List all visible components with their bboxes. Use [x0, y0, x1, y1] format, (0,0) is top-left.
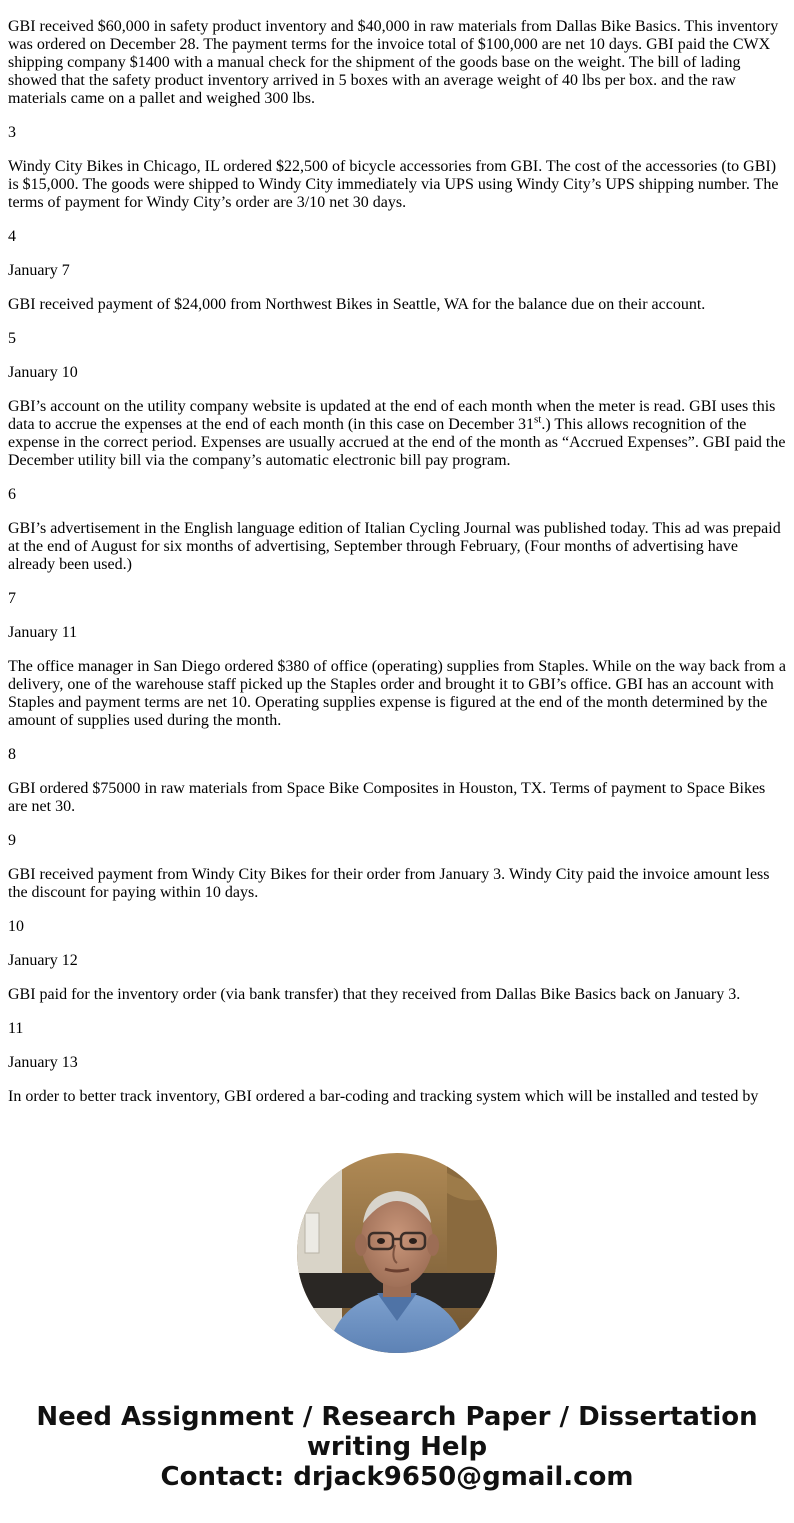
item-number: 11: [8, 1020, 24, 1037]
item-number: 9: [8, 832, 16, 849]
transaction-text: GBI ordered $75000 in raw materials from Space Bike Composites in Houston, TX. Terms of payment to Space Bikes are net 30.: [8, 780, 766, 815]
date-heading: January 12: [8, 952, 78, 969]
item-number: 8: [8, 746, 16, 763]
avatar: [297, 1153, 497, 1353]
item-number: 7: [8, 590, 16, 607]
transaction-text: The office manager in San Diego ordered $380 of office (operating) supplies from Staples. While on the way back from a delivery, one of the warehouse staff picked up the Staples order and brought it to GBI’s office. GBI has an account with Staples and payment terms are net 10. Operating supplies expense is figured at the end of the month determined by the amount of supplies used during the month.: [8, 658, 786, 729]
transaction-text: In order to better track inventory, GBI ordered a bar-coding and tracking system which will be installed and tested by: [8, 1088, 759, 1105]
utility-text-start: GBI’s account on the utility company website is updated at the end of each month when the meter is read. GBI uses this data to accrue the expenses at the end of each month (in this case on December 31: [8, 398, 776, 433]
promo-banner: [0, 1402, 794, 1492]
transaction-text: GBI received payment from Windy City Bikes for their order from January 3. Windy City paid the invoice amount less the discount for paying within 10 days.: [8, 866, 770, 901]
transaction-text: Windy City Bikes in Chicago, IL ordered $22,500 of bicycle accessories from GBI. The cost of the accessories (to GBI) is $15,000. The goods were shipped to Windy City immediately via UPS using Windy City’s UPS shipping number. The terms of payment for Windy City’s order are 3/10 net 30 days.: [8, 158, 779, 211]
document-body: [8, 0, 788, 1122]
date-heading: January 10: [8, 364, 78, 381]
transaction-text: GBI’s advertisement in the English language edition of Italian Cycling Journal was published today. This ad was prepaid at the end of August for six months of advertising, September through February, (Four months of advertising have already been used.): [8, 520, 781, 573]
item-number: 6: [8, 486, 16, 503]
item-number: 5: [8, 330, 16, 347]
item-number: [8, 0, 788, 2]
date-heading: January 11: [8, 624, 78, 641]
promo-line: Need Assignment / Research Paper / Dissertation: [36, 1402, 758, 1432]
item-number: 3: [8, 124, 16, 141]
promo-line: writing Help: [306, 1432, 488, 1462]
ordinal-suffix: st: [534, 413, 542, 426]
date-heading: January 13: [8, 1054, 78, 1071]
transaction-text: GBI received payment of $24,000 from Northwest Bikes in Seattle, WA for the balance due on their account.: [8, 296, 706, 313]
promo-contact: Contact: drjack9650@gmail.com: [160, 1462, 634, 1492]
date-heading: January 7: [8, 262, 70, 279]
person-photo-icon: [297, 1153, 497, 1353]
utility-transaction-text: [8, 398, 788, 470]
item-number: 10: [8, 918, 24, 935]
transaction-text: GBI received $60,000 in safety product inventory and $40,000 in raw materials from Dallas Bike Basics. This inventory was ordered on December 28. The payment terms for the invoice total of $100,000 are net 10 days. GBI paid the CWX shipping company $1400 with a manual check for the shipment of the goods base on the weight. The bill of lading showed that the safety product inventory arrived in 5 boxes with an average weight of 40 lbs per box. and the raw materials came on a pallet and weighed 300 lbs.: [8, 18, 779, 107]
item-number: 4: [8, 228, 16, 245]
transaction-text: GBI paid for the inventory order (via bank transfer) that they received from Dallas Bike Basics back on January 3.: [8, 986, 741, 1003]
utility-text-end: .) This allows recognition of the expense in the correct period. Expenses are usually accrued at the end of the month as “Accrued Expenses”. GBI paid the December utility bill via the company’s automatic electronic bill pay program.: [8, 416, 786, 469]
